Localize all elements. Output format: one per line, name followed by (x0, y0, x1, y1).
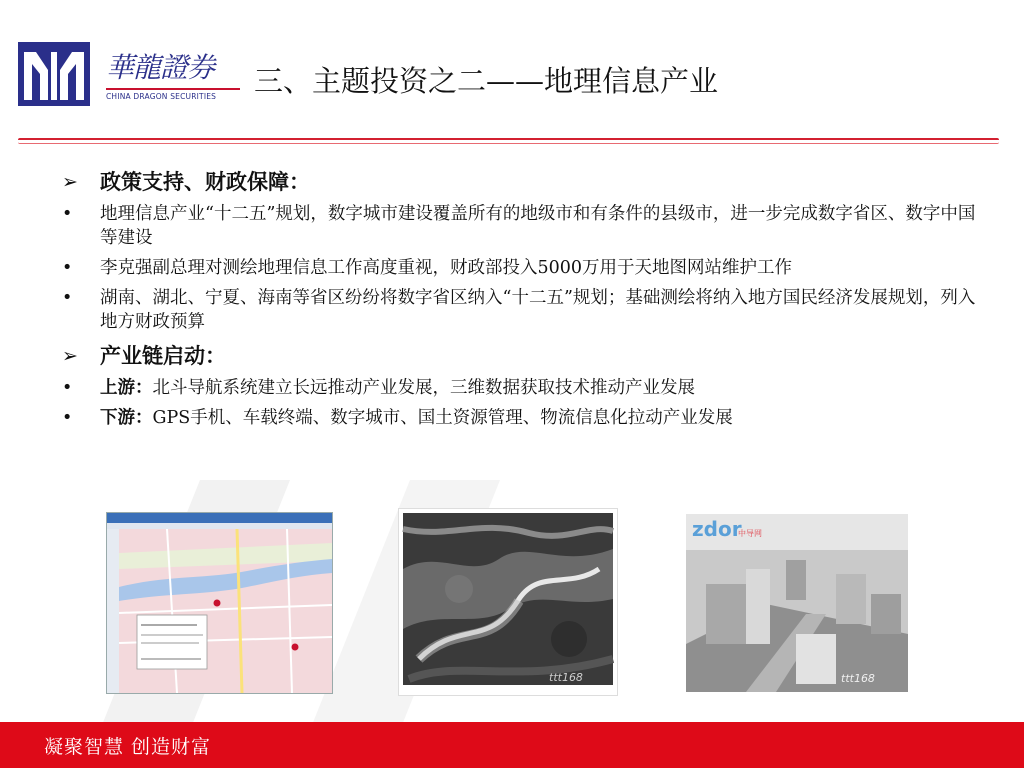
bullet-text: 李克强副总理对测绘地理信息工作高度重视，财政部投入5000万用于天地图网站维护工作 (100, 258, 793, 278)
section-heading-text: 政策支持、财政保障： (100, 169, 310, 194)
city-image-logo: zdor (692, 517, 742, 541)
slide-content (62, 168, 982, 430)
list-item-downstream (62, 406, 982, 430)
company-logo (18, 42, 233, 108)
logo-rule (106, 88, 240, 90)
list-item (62, 286, 982, 334)
bullet-dot-icon: • (62, 408, 73, 428)
section-heading-policy (62, 168, 982, 196)
upstream-text: 北斗导航系统建立长远推动产业发展，三维数据获取技术推动产业发展 (152, 378, 695, 398)
section-heading-text: 产业链启动： (100, 343, 226, 368)
bullet-text (100, 406, 982, 430)
bullet-dot-icon: • (62, 288, 73, 308)
logo-chinese-name: 華龍證券 (106, 51, 215, 84)
list-item (62, 256, 982, 280)
upstream-label: 上游： (100, 378, 153, 398)
logo-english-name: CHINA DRAGON SECURITIES (106, 92, 217, 101)
bullet-text (100, 376, 982, 400)
logo-mark-icon (18, 42, 90, 106)
3d-city-image (686, 514, 908, 692)
bullet-dot-icon: • (62, 258, 73, 278)
city-image-watermark: ttt168 (841, 672, 875, 685)
arrow-bullet-icon: ➢ (62, 171, 78, 193)
bullet-dot-icon: • (62, 204, 73, 224)
bullet-dot-icon: • (62, 378, 73, 398)
list-item (62, 202, 982, 250)
map-screenshot-image (106, 512, 333, 694)
footer-bar (0, 722, 1024, 768)
section-heading-industry-chain (62, 342, 982, 370)
list-item-upstream (62, 376, 982, 400)
downstream-label: 下游： (100, 408, 153, 428)
downstream-text: GPS手机、车载终端、数字城市、国土资源管理、物流信息化拉动产业发展 (152, 408, 733, 428)
satellite-watermark: ttt168 (549, 671, 583, 684)
bullet-text: 湖南、湖北、宁夏、海南等省区纷纷将数字省区纳入“十二五”规划；基础测绘将纳入地方国民经济发展规划，列入地方财政预算 (100, 288, 976, 332)
city-image-logo-cn: 中导网 (738, 529, 762, 538)
arrow-bullet-icon: ➢ (62, 345, 78, 367)
footer-slogan: 凝聚智慧 创造财富 (44, 736, 212, 758)
satellite-image (398, 508, 618, 696)
slide-title: 三、主题投资之二——地理信息产业 (254, 64, 719, 98)
header-divider (18, 138, 999, 144)
bullet-text: 地理信息产业“十二五”规划，数字城市建设覆盖所有的地级市和有条件的县级市，进一步完成数字省区、数字中国等建设 (100, 204, 976, 248)
